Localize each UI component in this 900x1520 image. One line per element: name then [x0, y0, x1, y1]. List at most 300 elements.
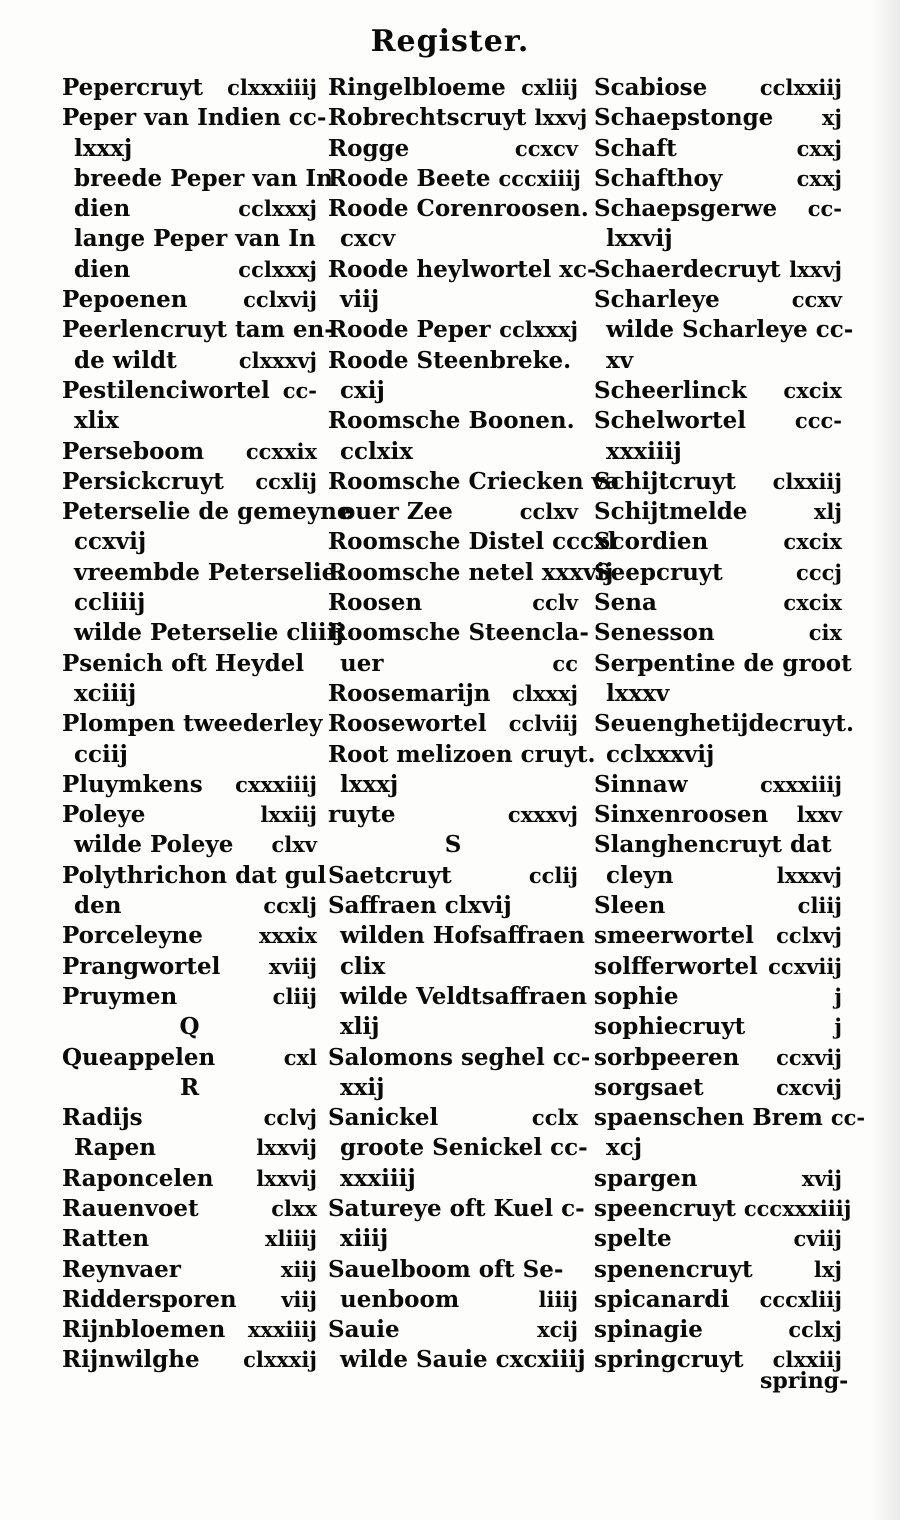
entry-term: Schelwortel — [594, 407, 746, 435]
section-letter — [62, 1012, 317, 1042]
register-column-1 — [62, 73, 352, 1376]
register-entry — [62, 1164, 317, 1194]
entry-term: Psenich oft Heydel — [62, 649, 305, 677]
entry-term: Serpentine de groot — [594, 649, 852, 677]
entry-term: Pluymkens — [62, 770, 203, 798]
entry-term: xxij — [340, 1073, 385, 1101]
entry-term: Poleye — [62, 801, 146, 829]
register-entry — [328, 1255, 578, 1285]
entry-term: cxij — [340, 376, 385, 404]
entry-folio: ccxlij — [255, 468, 317, 494]
register-entry — [62, 1255, 317, 1285]
entry-term: lxxvij — [606, 225, 673, 253]
entry-folio: cxliij — [521, 75, 578, 100]
entry-term: Radijs — [62, 1104, 143, 1132]
entry-term: cciij — [74, 740, 128, 768]
entry-term: cclxix — [340, 437, 413, 465]
entry-folio: clxxxiiij — [227, 75, 317, 100]
register-entry — [62, 224, 317, 254]
entry-term: xiiij — [340, 1225, 389, 1253]
register-entry — [594, 1133, 842, 1163]
entry-term: Sauie — [328, 1316, 400, 1344]
register-entry — [328, 103, 588, 133]
register-entry — [328, 649, 578, 679]
register-entry — [328, 1224, 578, 1254]
entry-folio: cclxj — [788, 1317, 842, 1343]
register-entry — [328, 467, 620, 497]
register-entry — [594, 1194, 852, 1224]
entry-term: Schijtcruyt — [594, 467, 736, 495]
register-entry — [62, 649, 317, 679]
entry-folio: xxxix — [258, 923, 317, 949]
entry-term: ouer Zee — [340, 498, 453, 526]
entry-term: Seepcruyt — [594, 558, 723, 586]
entry-term: Plompen tweederley — [62, 710, 323, 738]
register-entry — [62, 891, 317, 921]
entry-folio: cclxxiij — [759, 75, 842, 100]
register-entry — [594, 1073, 842, 1103]
register-entry — [328, 679, 578, 709]
entry-folio: cxxxvj — [507, 802, 578, 828]
entry-term: wilden Hofsaffraen — [340, 922, 585, 950]
entry-folio: lxxvj — [789, 256, 842, 282]
register-entry — [62, 1043, 317, 1073]
entry-folio: cxxxiiij — [235, 771, 317, 797]
entry-folio: ccxviij — [768, 953, 842, 979]
register-entry — [328, 194, 589, 224]
entry-folio: lxxxvj — [776, 862, 842, 888]
entry-term: Persickcruyt — [62, 467, 224, 495]
entry-term: spelte — [594, 1225, 672, 1253]
entry-term: Sena — [594, 589, 657, 617]
register-entry — [328, 285, 578, 315]
entry-term: sorgsaet — [594, 1073, 704, 1101]
entry-folio: cclxxxj — [499, 317, 578, 343]
register-entry — [594, 224, 842, 254]
entry-term: Roode heylwortel xc- — [328, 255, 597, 283]
entry-term: Roode Corenroosen. — [328, 195, 589, 223]
register-entry — [328, 346, 578, 376]
entry-term: Pepercruyt — [62, 74, 203, 101]
entry-term: Roomsche netel xxxvij — [328, 558, 614, 586]
entry-term: Raponcelen — [62, 1164, 214, 1192]
register-entry — [62, 740, 317, 770]
entry-term: wilde Peterselie cliiij — [74, 619, 344, 647]
entry-term: xv — [606, 346, 634, 374]
register-entry — [328, 1133, 588, 1163]
entry-term: xlix — [74, 407, 119, 435]
entry-term: ccliiij — [74, 589, 146, 617]
entry-term: Roosewortel — [328, 710, 487, 738]
entry-term: Saetcruyt — [328, 861, 452, 889]
entry-term: Rijnwilghe — [62, 1346, 200, 1374]
register-entry — [328, 740, 596, 770]
register-entry — [62, 558, 345, 588]
page-title: Register. — [370, 24, 530, 59]
entry-term: R — [179, 1073, 200, 1101]
entry-folio: clxxiij — [772, 468, 842, 494]
entry-term: Scharleye — [594, 286, 720, 314]
register-entry — [62, 255, 317, 285]
register-entry — [328, 618, 589, 648]
entry-folio: clxxxj — [512, 680, 578, 706]
entry-folio: cclvj — [263, 1105, 317, 1131]
entry-folio: cxl — [283, 1044, 317, 1070]
entry-term: Satureye oft Kuel c- — [328, 1194, 585, 1222]
entry-folio: lxxvij — [256, 1165, 317, 1191]
entry-term: Scordien — [594, 528, 709, 556]
entry-term: wilde Scharleye cc- — [606, 316, 854, 344]
entry-term: Roomsche Criecken va — [328, 467, 620, 495]
entry-term: Rapen — [74, 1134, 156, 1162]
register-entry — [62, 1194, 317, 1224]
entry-term: de wildt — [74, 346, 177, 374]
entry-term: Schaft — [594, 134, 677, 162]
entry-folio: clxv — [271, 832, 317, 858]
entry-term: spaenschen Brem — [594, 1104, 823, 1132]
register-entry — [594, 770, 842, 800]
register-entry — [62, 73, 317, 103]
register-entry — [594, 315, 854, 345]
register-entry — [594, 1255, 842, 1285]
register-entry — [62, 497, 352, 527]
entry-folio: cclxvij — [243, 287, 317, 313]
register-entry — [62, 618, 344, 648]
entry-folio: clxxiij — [772, 1347, 842, 1373]
entry-term: wilde Poleye — [74, 831, 234, 859]
register-entry — [62, 285, 317, 315]
entry-term: Sleen — [594, 892, 666, 920]
entry-term: xxxiiij — [340, 1164, 416, 1192]
entry-term: xlij — [340, 1013, 380, 1041]
register-entry — [594, 164, 842, 194]
entry-term: smeerwortel — [594, 922, 754, 950]
entry-folio: ccxlj — [263, 893, 317, 919]
entry-folio: cccxliij — [759, 1286, 842, 1312]
entry-folio: cix — [808, 620, 842, 646]
register-entry — [328, 1012, 578, 1042]
entry-term: Sanickel — [328, 1104, 439, 1132]
entry-term: Roode Peper — [328, 316, 491, 344]
register-entry — [62, 1103, 317, 1133]
register-entry — [594, 679, 842, 709]
register-entry — [328, 1164, 578, 1194]
entry-folio: cccxiiij — [498, 165, 581, 191]
entry-folio: liiij — [538, 1286, 578, 1312]
entry-term: clix — [340, 952, 386, 980]
entry-term: sorbpeeren — [594, 1043, 740, 1071]
entry-term: spenencruyt — [594, 1255, 753, 1283]
register-entry — [328, 1345, 586, 1375]
entry-folio: ccc- — [794, 408, 842, 434]
entry-term: dien — [74, 255, 131, 283]
register-entry — [328, 527, 617, 557]
entry-folio: cclxv — [519, 499, 578, 525]
entry-term: Pestilenciwortel — [62, 376, 270, 404]
entry-term: Roomsche Boonen. — [328, 407, 575, 435]
register-entry — [328, 861, 578, 891]
register-entry — [328, 588, 578, 618]
entry-term: sophie — [594, 982, 679, 1010]
entry-term: lxxxj — [74, 134, 133, 162]
entry-term: uer — [340, 649, 384, 677]
register-entry — [328, 1073, 578, 1103]
entry-folio: cliij — [272, 983, 317, 1009]
register-entry — [62, 164, 333, 194]
entry-folio: cclviij — [508, 711, 578, 737]
entry-term: Saffraen clxvij — [328, 892, 512, 920]
entry-folio: cliij — [797, 893, 842, 919]
register-entry — [594, 891, 842, 921]
entry-term: viij — [340, 286, 380, 314]
register-entry — [594, 921, 842, 951]
entry-term: Schijtmelde — [594, 498, 748, 526]
register-entry — [62, 588, 317, 618]
register-entry — [594, 952, 842, 982]
entry-term: uenboom — [340, 1285, 460, 1313]
register-entry — [328, 1043, 591, 1073]
register-entry — [594, 618, 842, 648]
entry-folio: cxxxiiij — [760, 771, 842, 797]
entry-term: Roosemarijn — [328, 679, 491, 707]
entry-term: Schaerdecruyt — [594, 255, 781, 283]
section-letter — [328, 830, 578, 860]
register-entry — [62, 527, 317, 557]
register-entry — [594, 467, 842, 497]
entry-term: xcj — [606, 1134, 643, 1162]
register-entry — [62, 709, 323, 739]
entry-folio: xj — [821, 105, 842, 131]
entry-term: Ratten — [62, 1225, 150, 1253]
register-entry — [62, 679, 317, 709]
register-entry — [594, 649, 852, 679]
entry-term: Reynvaer — [62, 1255, 181, 1283]
entry-term: Pruymen — [62, 982, 178, 1010]
entry-folio: lxxvj — [534, 105, 588, 131]
register-entry — [328, 1285, 578, 1315]
entry-folio: clxxxij — [243, 1347, 317, 1373]
register-entry — [328, 224, 578, 254]
register-entry — [594, 558, 842, 588]
register-entry — [594, 1285, 842, 1315]
entry-folio: cxcix — [783, 529, 842, 555]
entry-term: Perseboom — [62, 437, 205, 465]
entry-folio: cxxj — [796, 165, 842, 191]
register-entry — [594, 830, 842, 860]
entry-folio: xcij — [537, 1317, 578, 1343]
register-entry — [594, 1043, 842, 1073]
register-entry — [62, 376, 317, 406]
register-entry — [594, 285, 842, 315]
entry-term: den — [74, 892, 122, 920]
entry-term: springcruyt — [594, 1346, 744, 1374]
register-entry — [62, 770, 317, 800]
entry-term: cclxxxvij — [606, 740, 715, 768]
register-entry — [594, 1012, 842, 1042]
entry-term: Roosen — [328, 589, 423, 617]
entry-term: Roode Beete — [328, 164, 491, 192]
entry-term: Pepoenen — [62, 286, 188, 314]
entry-term: ccxvij — [74, 528, 147, 556]
entry-term: Schafthoy — [594, 164, 723, 192]
register-entry — [62, 982, 317, 1012]
register-entry — [328, 709, 578, 739]
register-entry — [594, 800, 842, 830]
entry-folio: ccxcv — [514, 135, 578, 161]
entry-folio: cc- — [282, 377, 317, 403]
entry-term: spinagie — [594, 1316, 703, 1344]
register-entry — [594, 497, 842, 527]
entry-folio: ccxv — [791, 287, 842, 313]
register-entry — [328, 891, 578, 921]
entry-folio: xviij — [268, 953, 317, 979]
register-entry — [328, 73, 578, 103]
register-entry — [328, 437, 578, 467]
register-entry — [328, 315, 578, 345]
entry-term: Peterselie de gemeyne — [62, 498, 352, 526]
register-entry — [328, 1103, 578, 1133]
entry-folio: j — [834, 983, 842, 1009]
register-entry — [594, 376, 842, 406]
entry-term: wilde Sauie cxcxiiij — [340, 1346, 586, 1374]
register-entry — [328, 406, 578, 436]
register-entry — [328, 497, 578, 527]
entry-folio: j — [834, 1014, 842, 1040]
entry-folio: lxxv — [796, 802, 842, 828]
register-entry — [62, 315, 334, 345]
entry-folio: cclv — [532, 590, 578, 616]
register-entry — [62, 921, 317, 951]
entry-term: Salomons seghel cc- — [328, 1043, 591, 1071]
entry-folio: cxcix — [783, 590, 842, 616]
entry-folio: cxcix — [783, 377, 842, 403]
entry-folio: cxxj — [796, 135, 842, 161]
register-entry — [328, 558, 614, 588]
register-entry — [594, 588, 842, 618]
entry-term: Rauenvoet — [62, 1194, 199, 1222]
entry-term: speencruyt — [594, 1194, 736, 1222]
register-entry — [594, 1224, 842, 1254]
entry-term: lange Peper van In — [74, 225, 316, 253]
register-entry — [62, 437, 317, 467]
register-entry — [594, 1164, 842, 1194]
entry-term: xxxiiij — [606, 437, 682, 465]
entry-term: groote Senickel cc- — [340, 1134, 588, 1162]
entry-term: Slanghencruyt dat — [594, 831, 832, 859]
register-entry — [62, 1315, 317, 1345]
entry-term: Roode Steenbreke. — [328, 346, 572, 374]
register-entry — [594, 194, 842, 224]
register-entry — [62, 1133, 317, 1163]
entry-folio: cc- — [807, 196, 842, 222]
entry-term: vreembde Peterselie. — [74, 558, 345, 586]
entry-folio: lxxvij — [256, 1135, 317, 1161]
entry-term: Prangwortel — [62, 952, 221, 980]
register-column-3 — [594, 73, 866, 1376]
register-entry — [62, 194, 317, 224]
register-entry — [62, 1285, 317, 1315]
register-entry — [594, 346, 842, 376]
entry-folio: cxcvij — [776, 1074, 842, 1100]
entry-folio: lxj — [813, 1256, 842, 1282]
entry-folio: xlj — [813, 499, 842, 525]
entry-term: Schaepsgerwe — [594, 195, 778, 223]
entry-term: spicanardi — [594, 1285, 730, 1313]
entry-term: Peper van Indien cc- — [62, 104, 327, 132]
entry-term: Polythrichon dat gul — [62, 861, 327, 889]
entry-folio: ccxvij — [776, 1044, 842, 1070]
entry-folio: cclxxxj — [238, 256, 317, 282]
entry-folio: viij — [281, 1286, 317, 1312]
entry-term: Q — [179, 1013, 200, 1041]
entry-term: sophiecruyt — [594, 1013, 746, 1041]
register-entry — [594, 406, 842, 436]
register-entry — [594, 73, 842, 103]
entry-term: Rogge — [328, 134, 410, 162]
entry-term: Sinnaw — [594, 770, 688, 798]
entry-term: Roomsche Distel cccxl — [328, 528, 617, 556]
register-entry — [62, 346, 317, 376]
register-entry — [62, 406, 317, 436]
register-entry — [328, 1194, 585, 1224]
entry-folio: cccxxxiiij — [743, 1195, 852, 1221]
register-entry — [328, 164, 581, 194]
entry-folio: xvij — [801, 1165, 842, 1191]
entry-term: Porceleyne — [62, 922, 203, 950]
register-entry — [328, 255, 597, 285]
register-entry — [328, 982, 587, 1012]
entry-folio: cccj — [796, 559, 842, 585]
register-entry — [328, 800, 578, 830]
entry-term: Sinxenroosen — [594, 801, 769, 829]
register-entry — [594, 1103, 866, 1133]
entry-term: Queappelen — [62, 1043, 216, 1071]
entry-term: Scheerlinck — [594, 376, 747, 404]
register-entry — [594, 103, 842, 133]
entry-term: spargen — [594, 1164, 698, 1192]
entry-term: Schaepstonge — [594, 104, 774, 132]
register-entry — [594, 527, 842, 557]
register-entry — [594, 982, 842, 1012]
entry-folio: cviij — [793, 1226, 842, 1252]
entry-term: wilde Veldtsaffraen — [340, 982, 587, 1010]
entry-term: Seuenghetijdecruyt. — [594, 710, 854, 738]
entry-folio: cc — [552, 650, 578, 676]
entry-term: dien — [74, 195, 131, 223]
register-entry — [594, 1315, 842, 1345]
register-entry — [328, 134, 578, 164]
entry-term: lxxxj — [340, 770, 399, 798]
entry-folio: ccxxix — [245, 438, 317, 464]
entry-term: Peerlencruyt tam en- — [62, 316, 334, 344]
entry-folio: lxxiij — [260, 802, 317, 828]
entry-term: cxcv — [340, 225, 396, 253]
register-entry — [62, 467, 317, 497]
entry-folio: cclij — [528, 862, 578, 888]
entry-folio: xliiij — [264, 1226, 317, 1252]
entry-term: Root melizoen cruyt. — [328, 740, 596, 768]
register-entry — [328, 376, 578, 406]
entry-term: Roomsche Steencla- — [328, 619, 589, 647]
entry-term: breede Peper van In — [74, 164, 333, 192]
register-entry — [62, 830, 317, 860]
entry-term: S — [444, 831, 462, 859]
entry-folio: cclx — [531, 1105, 578, 1131]
catchword: spring- — [760, 1368, 849, 1394]
register-entry — [594, 437, 842, 467]
register-entry — [328, 1315, 578, 1345]
entry-folio: clxxxvj — [238, 347, 317, 373]
